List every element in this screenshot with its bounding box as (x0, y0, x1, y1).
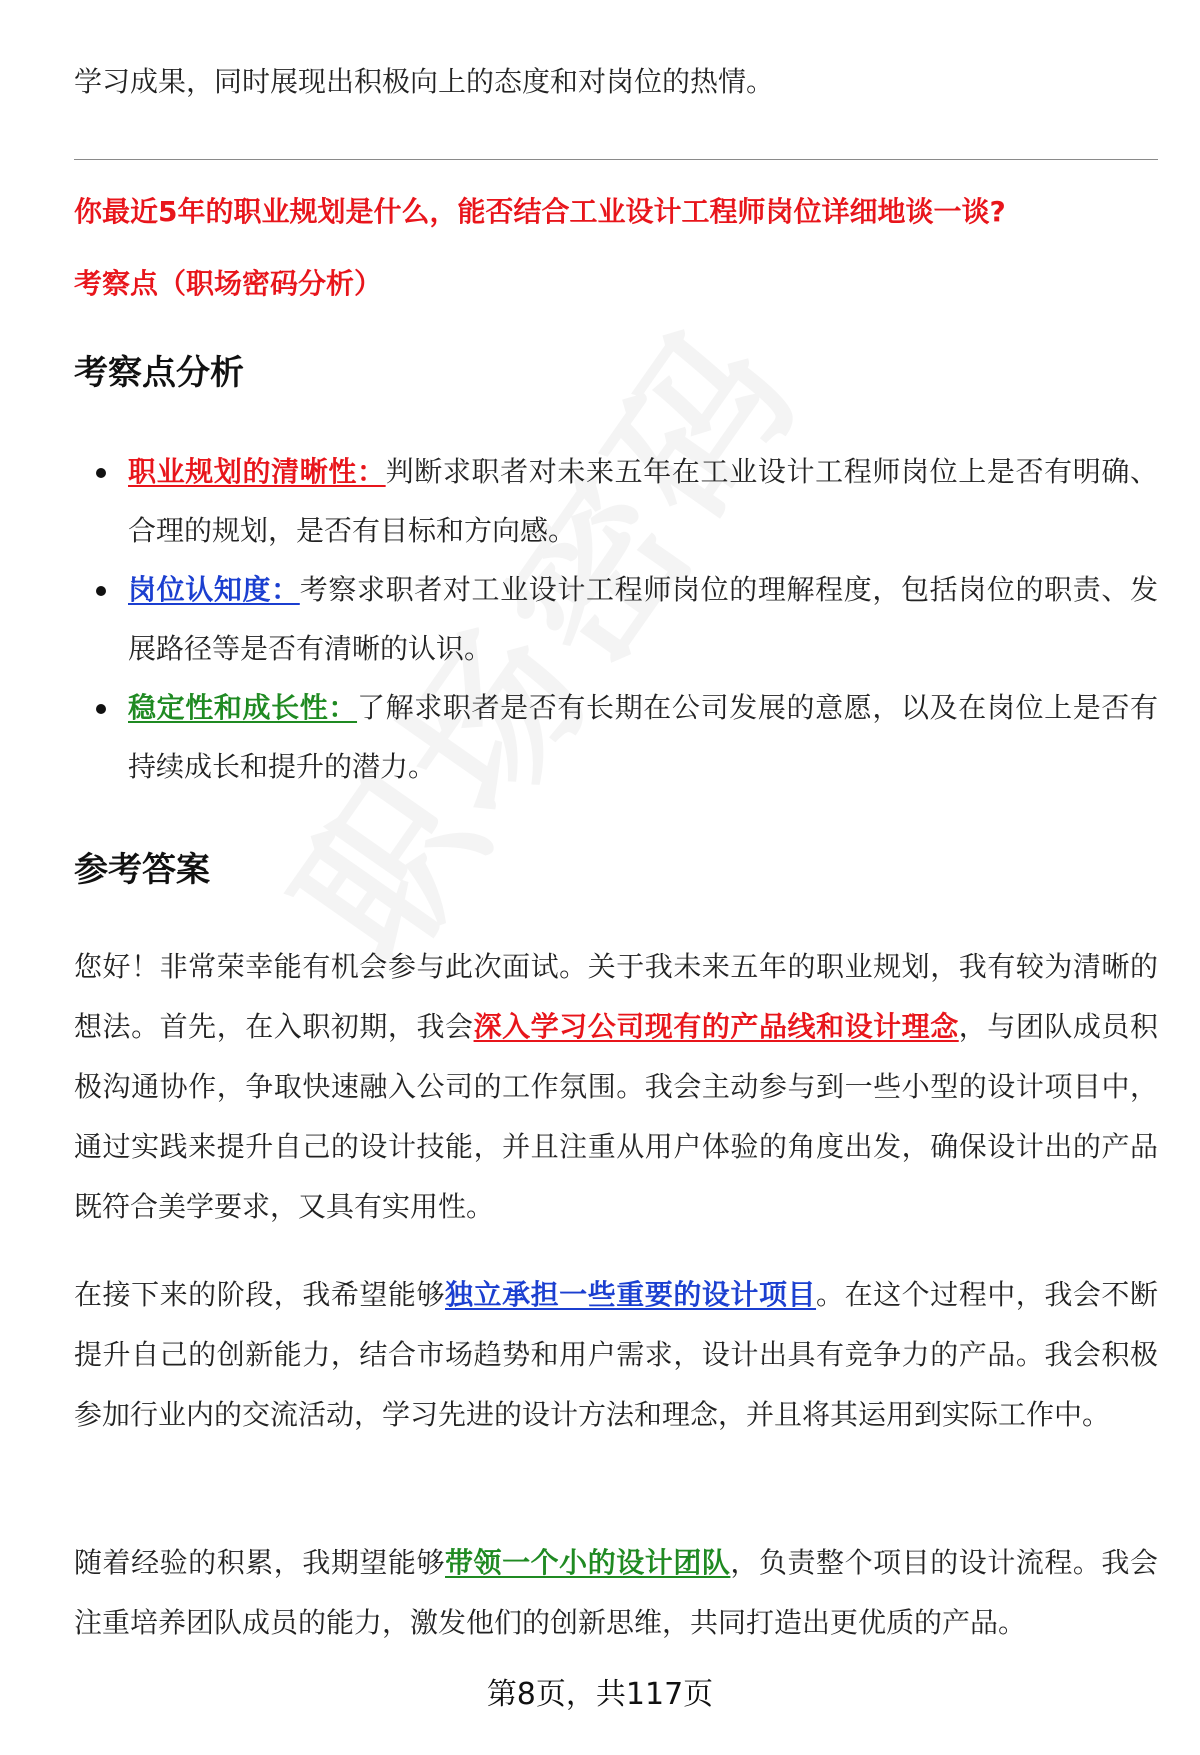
answer-text: 。在这个过程中，我会不断提升自己的创新能力，结合市场趋势和用户需求，设计出具有竞争力的产品。我会积极参加行业内的交流活动，学习先进的设计方法和理念，并且将其运用到实际工作中。 (74, 1278, 1158, 1431)
bullet-text: 了解求职者是否有长期在公司发展的意愿，以及在岗位上是否有持续成长和提升的潜力。 (128, 691, 1158, 783)
answer-text: ，负责整个项目的设计流程。我会注重培养团队成员的能力，激发他们的创新思维，共同打造出更优质的产品。 (74, 1546, 1158, 1639)
section-divider (74, 159, 1158, 160)
answer-highlight: 深入学习公司现有的产品线和设计理念 (473, 1010, 959, 1043)
interview-question: 你最近5年的职业规划是什么，能否结合工业设计工程师岗位详细地谈一谈? (74, 195, 1006, 228)
analysis-bullet-list (74, 442, 1158, 796)
bullet-clarity (74, 442, 1158, 560)
bullet-keyword: 稳定性和成长性： (128, 691, 358, 724)
bullet-text: 判断求职者对未来五年在工业设计工程师岗位上是否有明确、合理的规划，是否有目标和方向感。 (128, 455, 1158, 547)
answer-highlight: 独立承担一些重要的设计项目 (445, 1278, 817, 1311)
answer-text: 您好！非常荣幸能有机会参与此次面试。关于我未来五年的职业规划，我有较为清晰的想法。首先，在入职初期，我会 (74, 950, 1158, 1043)
answer-text: ，与团队成员积极沟通协作，争取快速融入公司的工作氛围。我会主动参与到一些小型的设计项目中，通过实践来提升自己的设计技能，并且注重从用户体验的角度出发，确保设计出的产品既符合美学要求，又具有实用性。 (74, 1010, 1158, 1223)
answer-paragraph-3 (74, 1533, 1158, 1653)
bullet-keyword: 职业规划的清晰性： (128, 455, 386, 488)
bullet-dot-icon (96, 468, 106, 478)
answer-text: 在接下来的阶段，我希望能够 (74, 1278, 446, 1311)
page-number-footer: 第8页，共117页 (486, 1677, 714, 1712)
answer-heading: 参考答案 (74, 850, 210, 890)
exam-point-label: 考察点（职场密码分析） (74, 267, 383, 300)
answer-paragraph-2 (74, 1265, 1158, 1445)
continued-paragraph: 学习成果，同时展现出积极向上的态度和对岗位的热情。 (74, 65, 775, 98)
document-page (74, 0, 1158, 1755)
bullet-awareness (74, 560, 1158, 678)
bullet-text: 考察求职者对工业设计工程师岗位的理解程度，包括岗位的职责、发展路径等是否有清晰的认识。 (128, 573, 1158, 665)
answer-highlight: 带领一个小的设计团队 (445, 1546, 731, 1579)
bullet-keyword: 岗位认知度： (128, 573, 300, 606)
answer-paragraph-1 (74, 937, 1158, 1237)
answer-text: 随着经验的积累，我期望能够 (74, 1546, 446, 1579)
bullet-dot-icon (96, 704, 106, 714)
analysis-heading: 考察点分析 (74, 353, 244, 393)
bullet-stability (74, 678, 1158, 796)
bullet-dot-icon (96, 586, 106, 596)
